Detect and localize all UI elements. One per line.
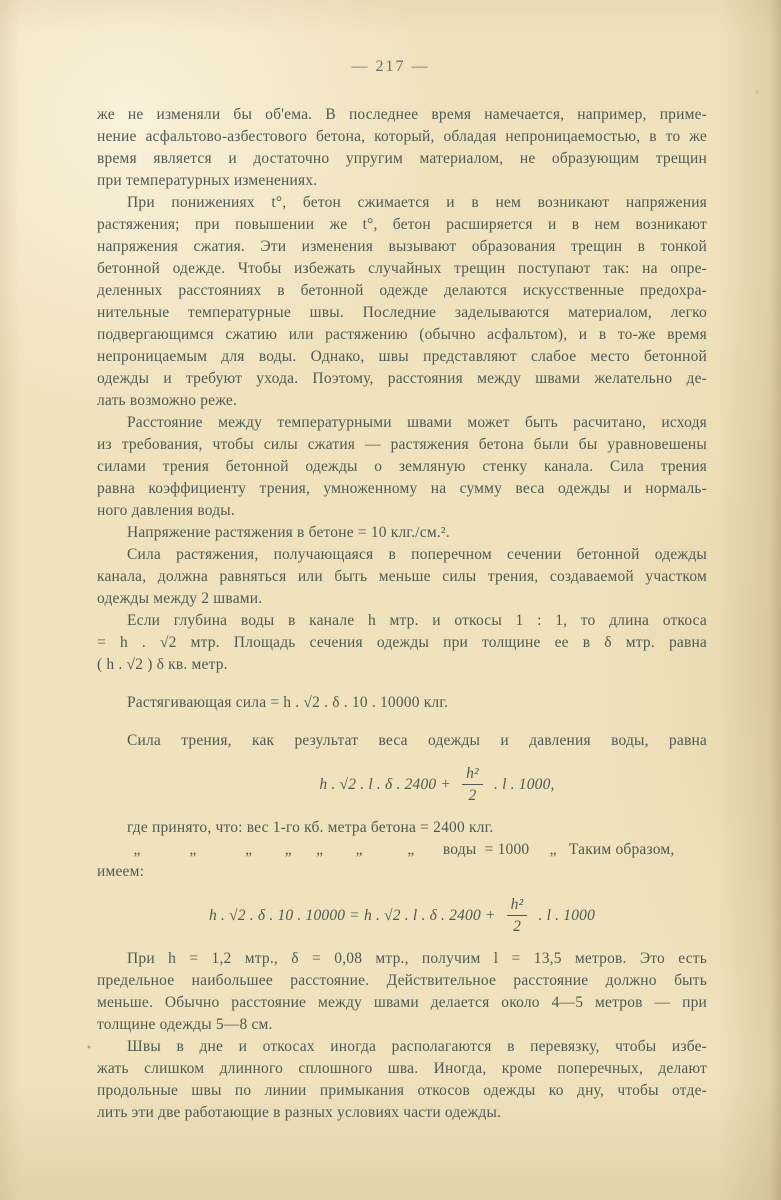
paragraph (97, 192, 707, 412)
text-line: непроницаемым для воды. Однако, швы представляют слабое место бетонной (97, 348, 707, 365)
text-line: растяжения; при повышении же t°, бетон расширяется и в нем возникают (97, 216, 707, 233)
text-line: „ „ „ „ „ „ „ воды = 1000 „ Таким образом, (97, 841, 675, 858)
text-line: одежды и требуют ухода. Поэтому, расстояния между швами желательно де- (97, 370, 707, 387)
text-line: из требования, чтобы силы сжатия — растяжения бетона были бы уравновешены (97, 436, 707, 453)
fraction (507, 895, 528, 936)
text-line: жать слишком длинного сплошного шва. Иногда, кроме поперечных, делают (97, 1060, 707, 1077)
text-line: силами трения бетонной одежды о земляную стенку канала. Сила трения (97, 458, 707, 475)
text-line: напряжения сжатия. Эти изменения вызывают образования трещин в тонкой (97, 238, 707, 255)
fraction-numerator: h² (507, 895, 528, 916)
text-line: бетонной одежде. Чтобы избежать случайных трещин поступают так: на опре- (97, 260, 707, 277)
text-line: деленных расстояниях в бетонной одежде делаются искусственные предохра- (97, 282, 707, 299)
text-line: же не изменяли бы об'ема. В последнее время намечается, например, приме- (97, 106, 707, 123)
paragraph (97, 817, 707, 839)
paragraph (97, 861, 707, 883)
text-line: Швы в дне и откосах иногда располагаются в перевязку, чтобы избе- (127, 1038, 707, 1055)
page-number: — 217 — (351, 58, 430, 75)
formula-left: h . √2 . l . δ . 2400 + (319, 776, 456, 793)
text-line: При понижениях t°, бетон сжимается и в нем возникают напряжения (127, 194, 707, 211)
text-line: предельное наибольшее расстояние. Действительное расстояние должно быть (97, 972, 707, 989)
text-line: ( h . √2 ) δ кв. метр. (97, 656, 228, 673)
text-line: Растягивающая сила = h . √2 . δ . 10 . 10000 клг. (127, 694, 449, 711)
text-line: Расстояние между температурными швами может быть расчитано, исходя (127, 414, 707, 431)
text-line: лать возможно реже. (97, 392, 238, 409)
paragraph (97, 522, 707, 544)
text-line: Сила трения, как результат веса одежды и давления воды, равна (127, 732, 707, 749)
text-line: = h . √2 мтр. Площадь сечения одежды при толщине ее в δ мтр. равна (97, 634, 707, 651)
text-line: Если глубина воды в канале h мтр. и откосы 1 : 1, то длина откоса (127, 612, 707, 629)
paragraph (97, 948, 707, 1036)
paragraph (97, 412, 707, 522)
text-line: где принято, что: вес 1-го кб. метра бетона = 2400 клг. (127, 819, 494, 836)
fraction-denominator: 2 (513, 918, 522, 935)
text-line: При h = 1,2 мтр., δ = 0,08 мтр., получим l = 13,5 метров. Это есть (127, 950, 707, 967)
display-formula (97, 764, 707, 805)
formula-right: . l . 1000 (534, 907, 596, 924)
ditto-line-paragraph (97, 839, 707, 861)
text-line: при температурных изменениях. (97, 172, 318, 189)
page-header (0, 0, 781, 77)
text-line: одежды между 2 швами. (97, 590, 263, 607)
text-line: равна коэффициенту трения, умноженному на сумму веса одежды и нормаль- (97, 480, 707, 497)
text-line: продольные швы по линии примыкания откосов одежды ко дну, чтобы отде- (97, 1082, 707, 1099)
text-line: лить эти две работающие в разных условиях части одежды. (97, 1104, 502, 1121)
text-line: канала, должна равняться или быть меньше силы трения, создаваемой участком (97, 568, 707, 585)
paragraph (97, 610, 707, 676)
text-line: нение асфальтово-азбестового бетона, который, обладая непроницаемостью, в то же (97, 128, 707, 145)
formula-right: . l . 1000, (489, 776, 555, 793)
formula-left: h . √2 . δ . 10 . 10000 = h . √2 . l . δ . 2400 + (208, 907, 500, 924)
paragraph (97, 544, 707, 610)
paragraph (97, 692, 707, 714)
paragraph (97, 730, 707, 752)
fraction-denominator: 2 (468, 787, 477, 804)
text-line: подвергающимся сжатию или растяжению (обычно асфальтом), и в то-же время (97, 326, 707, 343)
display-formula (97, 895, 707, 936)
text-line: ного давления воды. (97, 502, 235, 519)
text-line: толщине одежды 5—8 см. (97, 1016, 273, 1033)
fraction (462, 764, 483, 805)
text-line: нительные температурные швы. Последние заделываются материалом, легко (97, 304, 707, 321)
text-line: время является и достаточно упругим материалом, не образующим трещин (97, 150, 707, 167)
text-block (0, 104, 781, 1124)
paragraph (97, 104, 707, 192)
text-line: Сила растяжения, получающаяся в поперечном сечении бетонной одежды (127, 546, 707, 563)
paragraph (97, 1036, 707, 1124)
text-line: имеем: (97, 863, 145, 880)
text-line: Напряжение растяжения в бетоне = 10 клг./см.². (127, 524, 450, 541)
text-line: меньше. Обычно расстояние между швами делается около 4—5 метров — при (97, 994, 707, 1011)
fraction-numerator: h² (462, 764, 483, 785)
